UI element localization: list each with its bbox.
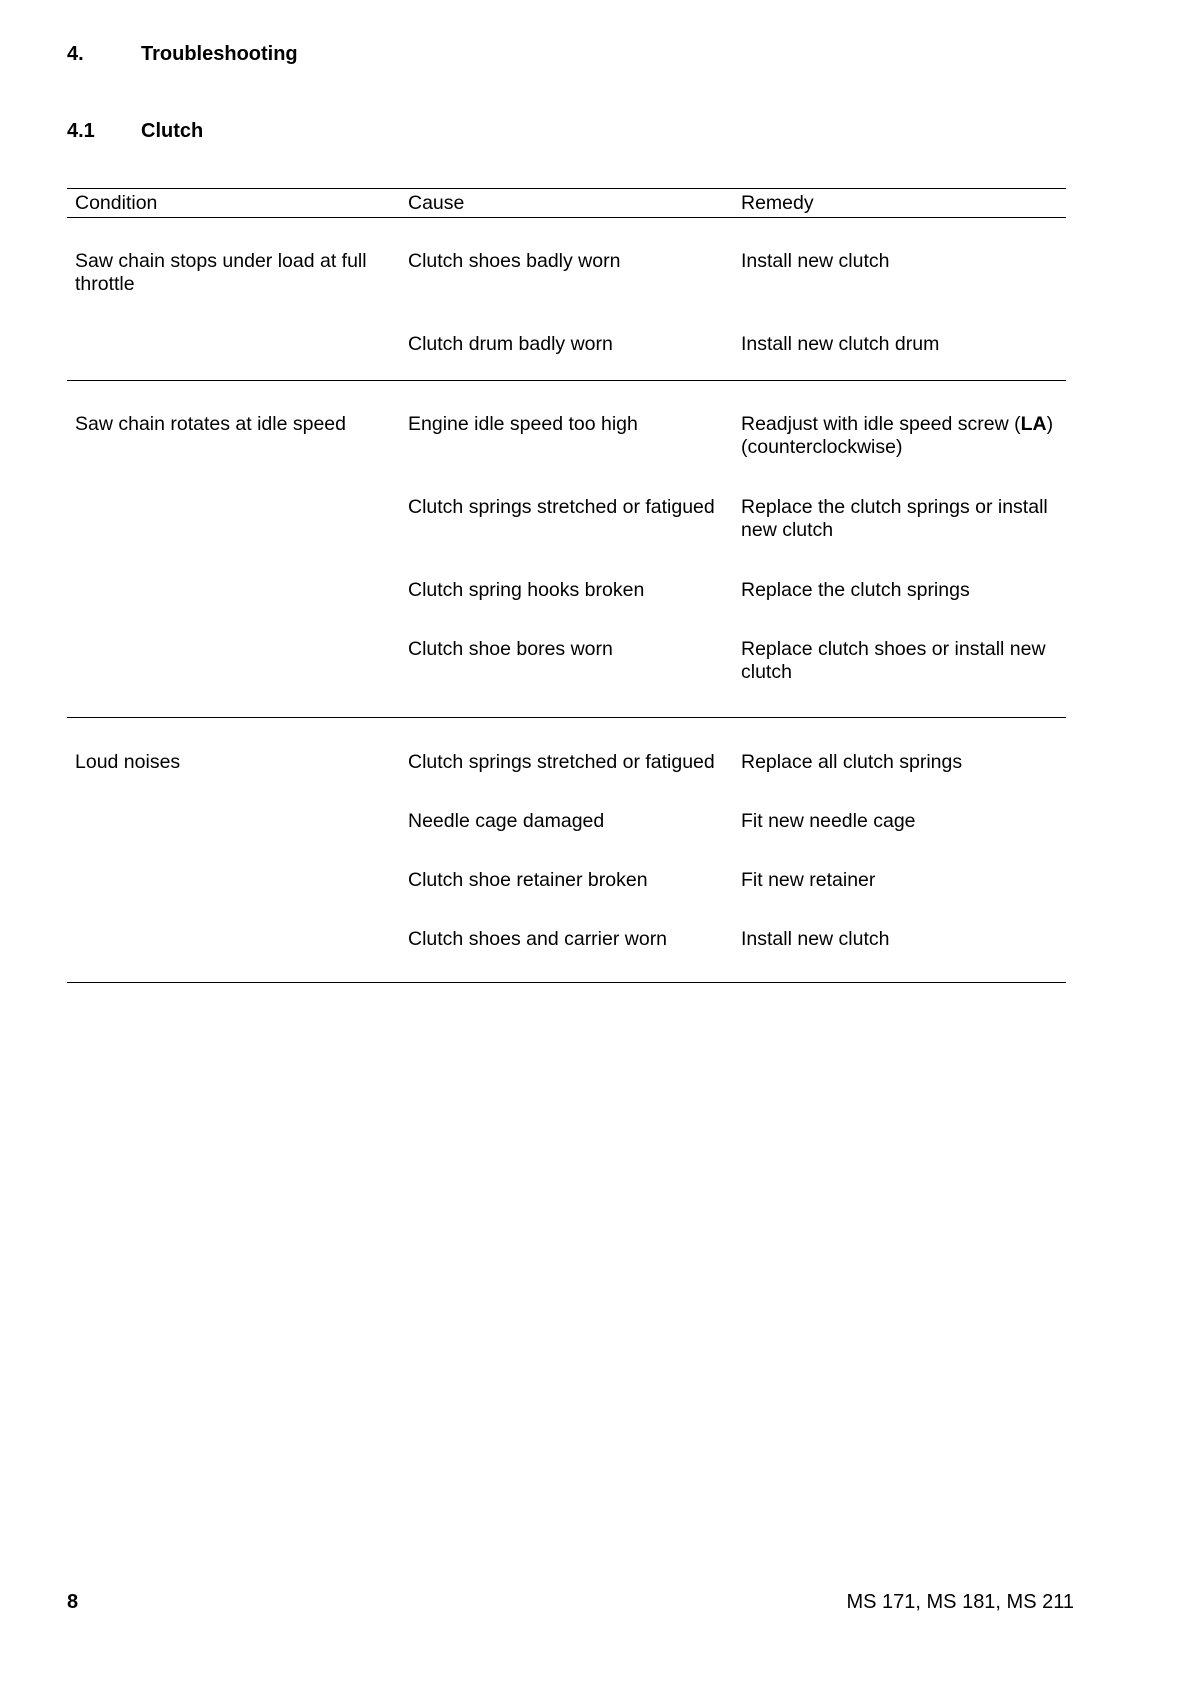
table-row (400, 869, 1066, 928)
table-row (400, 810, 1066, 869)
table-row (400, 496, 1066, 579)
remedy-cell: Replace clutch shoes or install new clutch (741, 638, 1046, 683)
table-row (400, 250, 1066, 333)
table-group (67, 718, 1066, 983)
cause-cell: Clutch spring hooks broken (408, 579, 645, 601)
cause-cell: Clutch springs stretched or fatigued (408, 751, 715, 773)
table-row (400, 413, 1066, 496)
table-row (400, 579, 1066, 638)
cause-cell: Clutch shoe retainer broken (408, 869, 648, 891)
table-row (400, 333, 1066, 416)
subsection-number: 4.1 (67, 120, 95, 142)
remedy-text: Readjust with idle speed screw ( (741, 413, 1021, 435)
remedy-cell: Fit new retainer (741, 869, 876, 891)
remedy-cell: Replace all clutch springs (741, 751, 963, 773)
remedy-cell: Install new clutch (741, 928, 890, 950)
screw-code: LA (1020, 413, 1047, 435)
cause-cell: Clutch shoe bores worn (408, 638, 613, 660)
cause-cell: Clutch springs stretched or fatigued (408, 496, 715, 518)
subsection-heading (67, 120, 203, 143)
subsection-title: Clutch (141, 120, 204, 142)
footer-models: MS 171, MS 181, MS 211 (846, 1591, 1074, 1613)
section-title: Troubleshooting (141, 43, 298, 65)
table-group (67, 218, 1066, 381)
header-remedy: Remedy (741, 191, 814, 214)
remedy-text: ) (counterclockwise) (741, 413, 1054, 458)
remedy-cell: Install new clutch drum (741, 333, 940, 355)
condition-cell: Loud noises (75, 751, 181, 773)
page-number: 8 (67, 1591, 79, 1613)
cause-cell: Clutch shoes badly worn (408, 250, 621, 272)
cause-cell: Engine idle speed too high (408, 413, 638, 435)
table-row (400, 751, 1066, 810)
table-header-row (67, 189, 1066, 218)
cause-cell: Needle cage damaged (408, 810, 605, 832)
table-row (400, 928, 1066, 987)
section-heading (67, 43, 298, 66)
cause-cell: Clutch shoes and carrier worn (408, 928, 668, 950)
section-number: 4. (67, 43, 84, 65)
remedy-cell: Install new clutch (741, 250, 890, 272)
troubleshooting-table (67, 188, 1066, 983)
table-row (400, 638, 1066, 721)
remedy-cell: Replace the clutch springs (741, 579, 970, 601)
condition-cell: Saw chain stops under load at full throttle (75, 250, 367, 295)
remedy-cell (733, 413, 1066, 496)
condition-cell: Saw chain rotates at idle speed (75, 413, 347, 435)
cause-cell: Clutch drum badly worn (408, 333, 613, 355)
header-condition: Condition (75, 191, 158, 214)
table-group (67, 381, 1066, 718)
remedy-cell: Fit new needle cage (741, 810, 916, 832)
header-cause: Cause (408, 191, 465, 214)
remedy-cell: Replace the clutch springs or install new clutch (741, 496, 1048, 541)
